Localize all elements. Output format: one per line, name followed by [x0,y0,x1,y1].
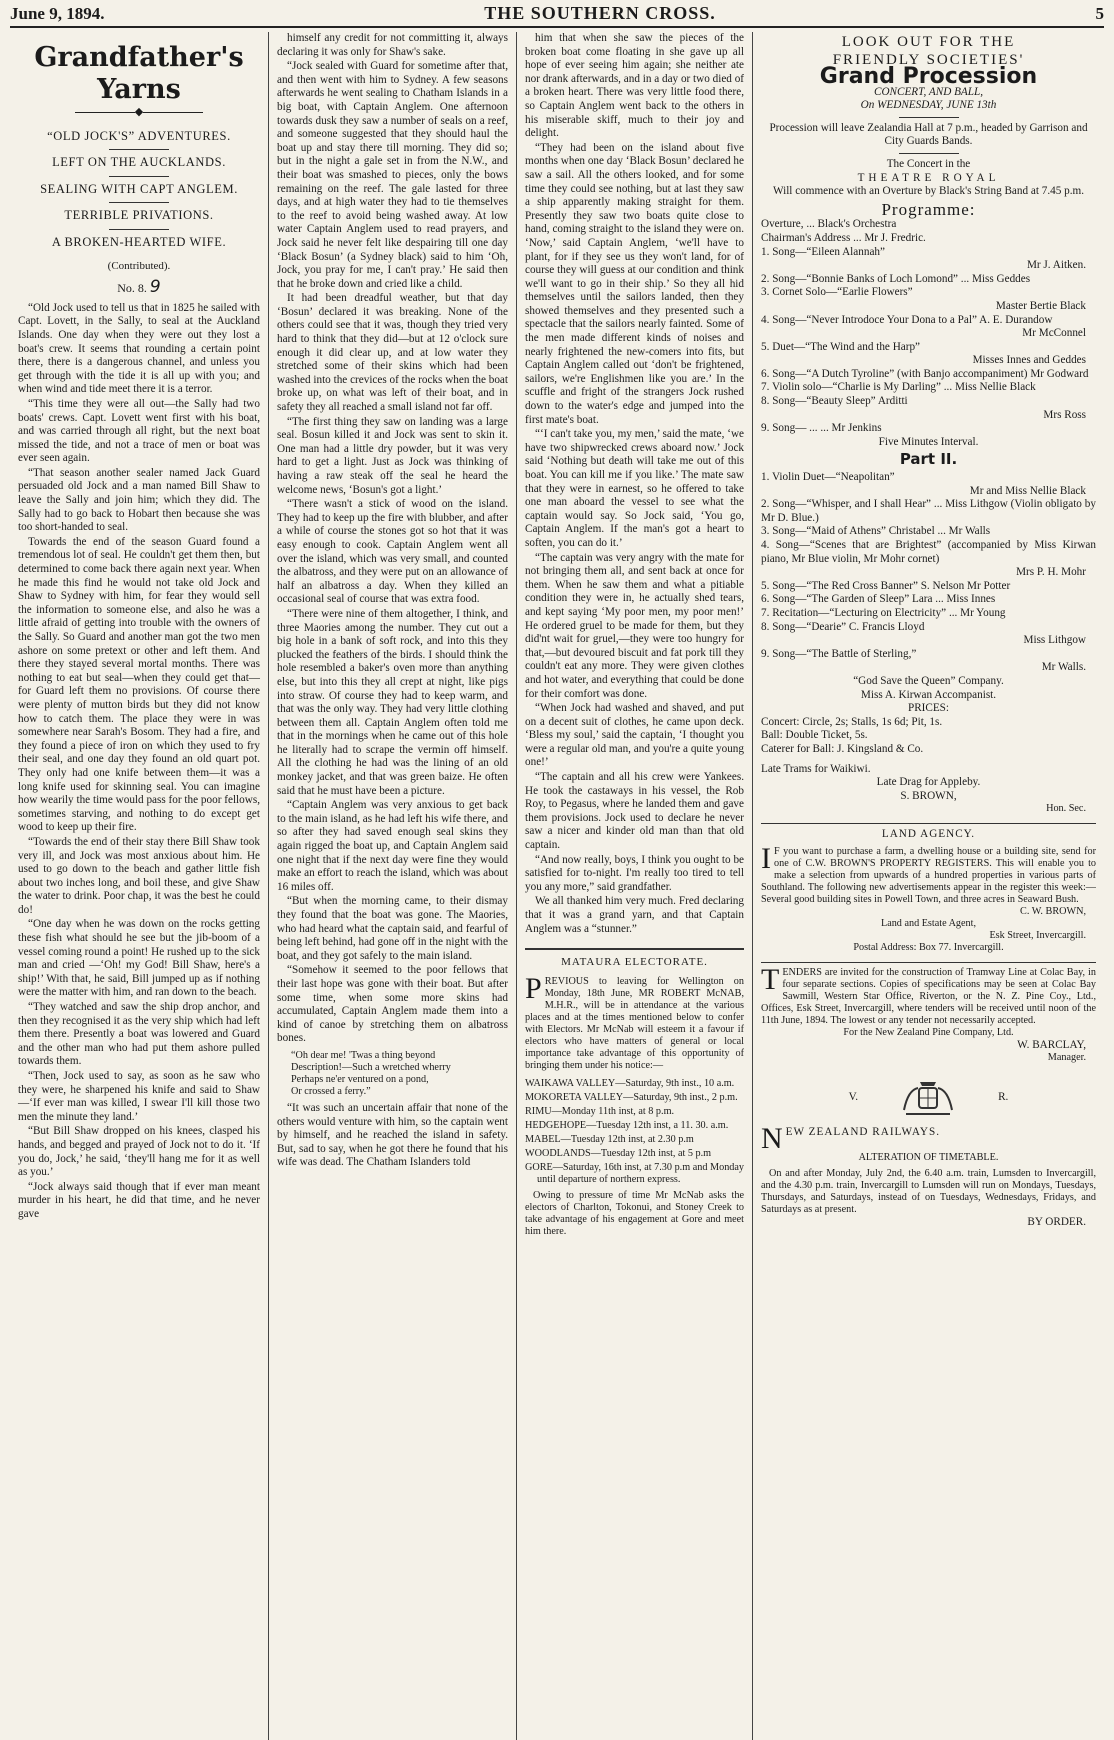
concert-ball: CONCERT, AND BALL, [874,85,983,98]
royal-crest [761,1074,1096,1120]
land-postal: Postal Address: Box 77. Invercargill. [853,941,1004,953]
paragraph: Caterer for Ball: J. Kingsland & Co. [761,742,924,755]
programme-item: 4. Song—“Never Introdoce Your Dona to a Pal” A. E. Durandow [761,313,1053,326]
secretary-name: S. BROWN, [900,789,957,802]
land-body: F you want to purchase a farm, a dwelling house or a building site, send for one of C.W. BROWN'S PROPERTY REGISTERS. This will enable you to make a selection from upwards of a hundred properties in various parts of Southland. The following new advertisements appear in the register this week:—Several good building sites in Powell Town, and three acres in Seaward Bush. [761,845,1096,905]
paragraph: “Jock always said though that if ever man meant murder in his heart, he did that time, and he never gave [18,1180,260,1220]
article-title [18,42,260,106]
programme-item: Chairman's Address ... Mr J. Fredric. [761,231,926,244]
tenders-for: For the New Zealand Pine Company, Ltd. [843,1026,1014,1038]
page-number: 5 [1095,4,1104,23]
paragraph: him that when she saw the pieces of the broken boat come floating in she gave up all hope of ever seeing him again; she neither ate nor drank afterwards, and in a day or two died of a broken heart. There was very little food there, so Captain Anglem went back to the others in his miserable skiff, much to their joy and delight. [525,32,745,140]
article-poem [291,1050,508,1098]
programme-item: 8. Song—“Dearie” C. Francis Lloyd [761,620,925,633]
column-2 [268,32,516,1740]
programme-performer: Misses Innes and Geddes [972,354,1086,367]
programme-item: 5. Song—“The Red Cross Banner” S. Nelson Mr Potter [761,579,1011,592]
land-sign-3: Esk Street, Invercargill. [989,929,1086,941]
article-deck [18,130,260,250]
programme-heading: Programme: [881,199,976,219]
column-4 [752,32,1104,1740]
programme-item: 6. Song—“A Dutch Tyroline” (with Banjo accompaniment) Mr Godward [761,367,1089,380]
programme-item: 3. Cornet Solo—“Earlie Flowers” [761,286,913,299]
electorate-notice [525,971,744,1072]
land-sign: C. W. BROWN, [1020,905,1086,917]
article-title-line-1: Grandfather's [34,42,244,73]
programme-performer: Mr J. Aitken. [1026,259,1086,272]
deck-line: TERRIBLE PRIVATIONS. [64,208,214,223]
paragraph: MABEL—Tuesday 12th inst, at 2.30 p.m [525,1133,694,1145]
paragraph: “But Bill Shaw dropped on his knees, clasped his hands, and begged and prayed of Jock not to do it. ‘If you do, Jock,’ he said, ‘they'll hang me for it as well as you.’ [18,1125,260,1179]
number-label: No. 8. [117,281,147,296]
lookout-line-2: FRIENDLY SOCIETIES' [832,52,1025,68]
late-drag: Late Drag for Appleby. [876,776,981,789]
procession-route: Procession will leave Zealandia Hall at 7 p.m., headed by Garrison and City Guards Bands. [769,121,1088,148]
deck-line: SEALING WITH CAPT ANGLEM. [40,181,238,196]
article-title-line-2: Yarns [97,74,181,105]
paragraph: “Old Jock used to tell us that in 1825 he sailed with Capt. Lovett, in the Sally, to seal at the Auckland Islands. One day when they were out they lost a boat's crew. It seems that rounding a certain point there, there is a dangerous channel, and unless you get through with the tide it is all up with you; and when wind and tide meet there it is a terror. [18,301,260,396]
deck-line: LEFT ON THE AUCKLANDS. [52,155,226,170]
paragraph: HEDGEHOPE—Tuesday 12th inst, a 11. 30. a.m. [525,1119,729,1131]
railways-body: On and after Monday, July 2nd, the 6.40 a.m. train, Lumsden to Invercargill, and the 4.30 p.m. train, Invercargill to Lumsden will run on Mondays, Tuesdays, Thursdays, and Saturdays, instead of on Tuesdays, Wednesdays, Fridays, and Saturdays as at present. [761,1168,1096,1216]
programme-item: 6. Song—“The Garden of Sleep” Lara ... Miss Innes [761,593,996,606]
paragraph: “The captain was very angry with the mate for not bringing them all, and sent back at once for them. When he saw them and what a pitiable condition they were in, he actually shed tears, and kept saying ‘My poor men, my poor men!’ He ordered gruel to be made for them, but they did'nt wait for gruel,—they were too hungry for that,—but devoured biscuit and fat pork till they couldn't eat any more. They were given clothes and hot water, and everything that could be done for their comfort was done. [525,551,744,700]
programme-part-2 [761,471,1096,675]
dropcap: P [525,971,542,1005]
paragraph: “That season another sealer named Jack Guard persuaded old Jock and a man named Bill Shaw to leave the Sally and join him; which they did. The Sally had to go back to Hobart then because she was too short-handed to seal. [18,466,260,534]
electorate-heading: MATAURA ELECTORATE. [561,956,708,969]
concert-in: The Concert in the [886,157,971,170]
issue-date: June 9, 1894. [10,4,105,23]
programme-part-1 [761,218,1096,436]
programme-performer: Master Bertie Black [995,299,1086,312]
electorate-body: REVIOUS to leaving for Wellington on Monday, 18th June, MR ROBERT McNAB, M.H.R., will be in attendance at the various places and at the times mentioned below to confer with Electors. Mr McNab will esteem it a favour if electors who have matters of general or local importance take advantage of this opportunity of bringing them under his notice:— [525,975,744,1071]
paragraph: “Then, Jock used to say, as soon as he saw who they were, he sharpened his knife and said to Shaw—‘If ever man was killed, I swear I'll kill those two men the minute they land.’ [18,1070,260,1123]
programme-performer: Mr McConnel [1022,327,1086,340]
programme-performer: Mrs Ross [1043,408,1086,421]
article-body-part-2 [277,32,508,1046]
paragraph: “But when the morning came, to their dismay they found that the boat was gone. The Maories, who had heard what the captain said, and fearful of being left behind, had gone off in the night with the boat, and they got safely to the main island. [277,895,508,962]
theatre-name: THEATRE ROYAL [857,171,1000,184]
dropcap: N [761,1122,783,1156]
deck-line: A BROKEN-HEARTED WIFE. [51,234,227,249]
title-ornament: ◆ [18,106,260,120]
paragraph: “One day when he was down on the rocks getting these fish what should he see but the jib-boom of a vessel coming round a point! He rushed up to the sick man and cried —‘Oh! my God! Bill Shaw, here's a ship!’ With that, he said, Bill jumped up as if nothing were the matter with him, and ran down to the beach. [18,918,260,999]
paragraph: Perhaps ne'er ventured on a pond, [291,1073,429,1085]
prices-list [761,716,1096,757]
programme-item: 2. Song—“Bonnie Banks of Loch Lomond” ... Miss Geddes [761,272,1031,285]
article-body-part-1 [18,302,260,1222]
land-sign-2: Land and Estate Agent, [880,917,977,929]
prices-heading: PRICES: [907,702,950,715]
paragraph: “There wasn't a stick of wood on the island. They had to keep up the fire with blubber, and after a while of course the stones got so hot that it was easy enough to cook. Captain Anglem went all over the island, which was very small, and counted the albatross, and they were put on an allowance of half an albatross a day. When they killed an occasional seal of course that was extra food. [277,498,508,606]
programme-item: 9. Song—“The Battle of Sterling,” [761,647,917,660]
programme-item: 7. Violin solo—“Charlie is My Darling” ... Miss Nellie Black [761,381,1036,394]
overture-note: Will commence with an Overture by Black's String Band at 7.45 p.m. [772,185,1085,198]
paragraph: Description!—Such a wretched wherry [291,1061,451,1073]
crest-letter-r: R. [998,1090,1009,1103]
paragraph: “Jock sealed with Guard for sometime after that, and then went with him to Sydney. A few seasons afterwards he went sealing to Chatham Islands in a big boat, with Captain Anglem. One afternoon towards dusk they saw a number of seals on a reef, and someone suggested that they should haul the boat up and stay there till morning. They did so; but in the night a gale set in from the N.W., and their boat was smashed to pieces, only the bows remaining on the reef. The gale lasted for three days, and at high water they had to tie themselves to the reef to avoid being washed away. At low water Captain Anglem used to read prayers, and Jock said he never felt like despairing till one day ‘Black Bosun’ (a Sydney black) said to him ‘Oh, Jock, you pray for me, I can't pray.’ He said then that he broke down and cried like a child. [277,60,508,290]
programme-item: 8. Song—“Beauty Sleep” Arditti [761,395,908,408]
paragraph: “Somehow it seemed to the poor fellows that their last hope was gone with their boat. But after some time, when some more skins had accumulated, Captain Anglem made them into a kind of canoe by stretching them on albatross bones. [277,964,508,1045]
programme-item: Overture, ... Black's Orchestra [761,218,897,231]
part-2-heading: Part II. [899,450,958,469]
paragraph: RIMU—Monday 11th inst, at 8 p.m. [525,1105,675,1117]
coat-of-arms-icon [898,1074,958,1120]
electorate-footer: Owing to pressure of time Mr McNab asks the electors of Charlton, Tokonui, and Stoney Creek to take advantage of his engagement at Gore and meet him there. [525,1189,744,1237]
event-date: On WEDNESDAY, JUNE 13th [860,99,997,112]
masthead [10,4,1104,28]
article-number [18,277,260,298]
paragraph: Towards the end of the season Guard found a tremendous lot of seal. He couldn't get them then, but determined to come back there again next year. When he made this find he would not take old Jock and Shaw to Sydney with him, for fear they would sell the information to someone else, and also he was a little afraid of getting into trouble with the owners of the Sally. So Guard and another man got the two men ashore on some pretext or other and left them. And there they stayed several mortal months. There was nothing to eat but seal—when they could get that—for Guard left them no provisions. Of course there were plenty of mutton birds but they did not know how to catch them. The place they were in was somewhere near Sarah's Bosom. They had a fire, and they found a piece of iron on which they used to fry their seal, and one day they found an old quart pot. They only had one knife between them—it was a long knife used for skinning seal. You can imagine how wearily the time would pass for the poor fellows, sometimes starving, and nothing to do except get wood to keep up their fire. [18,535,260,834]
anthem: “God Save the Queen” Company. [853,674,1004,687]
paragraph: “And now really, boys, I think you ought to be satisfied for to-night. I'm really too tired to tell you any more,” said grandfather. [525,853,744,893]
programme-item: 5. Duet—“The Wind and the Harp” [761,340,921,353]
tenders-notice [761,962,1096,1027]
paragraph: Concert: Circle, 2s; Stalls, 1s 6d; Pit, 1s. [761,715,943,728]
dropcap: I [761,841,771,875]
paragraph: Ball: Double Ticket, 5s. [761,729,868,742]
article-paragraph: “It was such an uncertain affair that none of the others would venture with him, so the captain went by himself, and he reached the island in safety. But, sad to say, when he got there he found that his wife was dead. The Chatham Islanders told [277,1101,508,1169]
programme-performer: Mrs P. H. Mohr [1016,566,1086,579]
railways-heading-block [761,1122,1096,1156]
interval: Five Minutes Interval. [878,435,979,448]
handwritten-number: 9 [149,277,161,298]
land-notice [761,841,1096,906]
electorate-schedule [525,1078,744,1186]
lookout-line-1: LOOK OUT FOR THE [841,34,1016,50]
programme-item: 9. Song— ... ... Mr Jenkins [761,422,882,435]
railways-sub: ALTERATION OF TIMETABLE. [858,1152,999,1164]
paragraph: “The captain and all his crew were Yankees. He took the castaways in his vessel, the Rob Roy, to Pegasus, where he landed them and gave them provisions. Jock used to declare he never saw a nicer and kinder old man than that old captain. [525,771,744,852]
paragraph: WAIKAWA VALLEY—Saturday, 9th inst., 10 a.m. [525,1077,735,1089]
programme-performer: Mr and Miss Nellie Black [969,484,1086,497]
programme-item: 2. Song—“Whisper, and I shall Hear” ... Miss Lithgow (Violin obligato by Mr D. Blue.) [761,498,1096,524]
paragraph: It had been dreadful weather, but that day ‘Bosun’ declared it was breaking. None of the others could see that it was, though they tried very hard to think that they did—but at 12 o'clock sure enough it did clear up, and at low water they stretched some of their skins which had been washed into the crevices of the rocks when the boat broke up, on what was left of their boat, and in safety they all reached a small island not far off. [277,292,508,414]
paragraph: “‘I can't take you, my men,’ said the mate, ‘we have two shipwrecked crews aboard now.’ Jock said ‘Nothing but death will take me out of this boat. You can kill me if you like.’ The mate saw that they were in earnest, so he offered to take one man aboard the vessel to see what the captain would say. So Jock said, ‘You go, Captain Anglem. If the man's got a heart to soften, you can do it.’ [525,428,744,549]
paragraph: “This time they were all out—the Sally had two boats' crews. Capt. Lovett went first with his boat, and was carried through all right, but the next boat missed the tide, and not a trace of men or boat was ever seen again. [18,397,260,465]
tenders-title: Manager. [1047,1052,1086,1064]
column-1 [10,32,268,1740]
late-trams: Late Trams for Waikiwi. [761,762,871,775]
paragraph: “There were nine of them altogether, I think, and three Maories among the number. They cut out a big hole in a bank of soft rock, and into this they plucked the feathers of the birds. I should think the hole resembled a baker's oven more than anything else, but into this they all crept at night, like pigs into straw. Of course they had to keep warm, and that was the only way. They had very little clothing between them all. Captain Anglem often told me that in the mornings when he came out of this hole he literally had to scrape the vermin off himself. All the clothing he had was the lining of an old monkey jacket, and that was green baize. He often said that he must have been a picture. [277,607,508,797]
secretary-title: Hon. Sec. [1046,803,1086,815]
paragraph: “They watched and saw the ship drop anchor, and then they recognised it as the very ship which had left them there. Presently a boat was lowered and Guard and the other man who had put them ashore pulled towards them. [18,1001,260,1068]
programme-item: 1. Song—“Eileen Alannah” [761,245,885,258]
accompanist: Miss A. Kirwan Accompanist. [860,688,997,701]
paragraph: “Oh dear me! 'Twas a thing beyond [291,1049,436,1061]
paragraph: “Captain Anglem was very anxious to get back to the main island, as he had left his wife there, and so after they had saved enough seal skins they again rigged the boat up, and Captain Anglem said one night that if the next day were fine they would make an effort to reach the island, which was about 16 miles off. [277,799,508,893]
paragraph: We all thanked him very much. Fred declaring that it was a grand yarn, and that Captain Anglem was a “stunner.” [525,895,744,935]
tenders-sign: W. BARCLAY, [1017,1038,1086,1051]
railways-sign: BY ORDER. [1027,1216,1086,1229]
programme-item: 4. Song—“Scenes that are Brightest” (accompanied by Miss Kirwan piano, Mr Blue violin, Mr Mohr cornet) [761,539,1096,565]
railways-heading: EW ZEALAND RAILWAYS. [785,1126,941,1139]
tenders-body: ENDERS are invited for the construction of Tramway Line at Colac Bay, in four separate sections. Copies of specifications may be seen at Colac Bay Sawmill, Western Star Office, Riverton, or the N. Z. Pine Coy., Ltd., Offices, Esk Street, Invercargill, where tenders will be received until noon of the 11th June, 1894. The lowest or any tender not necessarily accepted. [761,966,1096,1026]
column-3 [516,32,752,1740]
paragraph: “The first thing they saw on landing was a large seal. Bosun killed it and Jock was sent to skin it. One man had a little dry powder, but it was very hard to get a light. Just as Jock was thinking of having a raw steak off the seal he heard the welcome news, ‘Bosun's got a light.’ [277,415,508,496]
article-body-part-3 [525,32,744,936]
programme-performer: Miss Lithgow [1023,634,1086,647]
deck-line: “OLD JOCK'S” ADVENTURES. [47,128,231,143]
programme-item: 7. Recitation—“Lecturing on Electricity” ... Mr Young [761,606,1006,619]
paragraph: WOODLANDS—Tuesday 12th inst, at 5 p.m [525,1147,712,1159]
programme-item: 1. Violin Duet—“Neapolitan” [761,471,895,484]
land-heading: LAND AGENCY. [881,828,976,841]
programme-item: 3. Song—“Maid of Athens” Christabel ... Mr Walls [761,525,991,538]
procession-title: Grand Procession [819,64,1038,89]
crest-letter-v: V. [848,1090,859,1103]
paragraph: “They had been on the island about five months when one day ‘Black Bosun’ declared he saw a sail. All the others looked, and for some time they could see nothing, but at last they saw a ship apparently making straight for them. Presently they saw two boats quite close to hand, coming straight to the island they were on. ‘Now,’ said Captain Anglem, ‘we'll have to plant, for if they see us they won't land, for of course they will guess at our condition and think we'll want to go in their ship.’ So they all hid themselves until the sailors landed, then they showed themselves and they presented such a spectacle that the sailors nearly fainted. Some of the men made different kinds of noises and nearly frightened the new-comers into fits, but Captain Anglem called out ‘don't be frightened, sailors, we're Englishmen like you are.’ In the scuffle and fright of the strangers Jock rushed down to the water's edge and jumped into the first mate's boat. [525,141,744,426]
paragraph: Or crossed a ferry.” [291,1085,371,1097]
paragraph: “When Jock had washed and shaved, and put on a decent suit of clothes, he came upon deck. ‘Bless my soul,’ said the captain, ‘I thought you were a regular old man, and you're a quite young one!’ [525,702,744,769]
programme-performer: Mr Walls. [1041,661,1086,674]
paragraph: MOKORETA VALLEY—Saturday, 9th inst., 2 p.m. [525,1091,738,1103]
paragraph: “Towards the end of their stay there Bill Shaw took very ill, and Jock was most anxious about him. He used to go down to the beach and gather little fish about two inches long, and boil these, and give Shaw the water to drink. Poor chap, it was the best he could do! [18,835,260,916]
paragraph: GORE—Saturday, 16th inst, at 7.30 p.m and Monday until departure of northern express. [525,1161,744,1185]
contributed-label: (Contributed). [107,259,171,272]
paragraph: himself any credit for not committing it, always declaring it was only for Shaw's sake. [277,32,508,58]
dropcap: T [761,962,780,996]
paper-title: THE SOUTHERN CROSS. [484,3,716,23]
